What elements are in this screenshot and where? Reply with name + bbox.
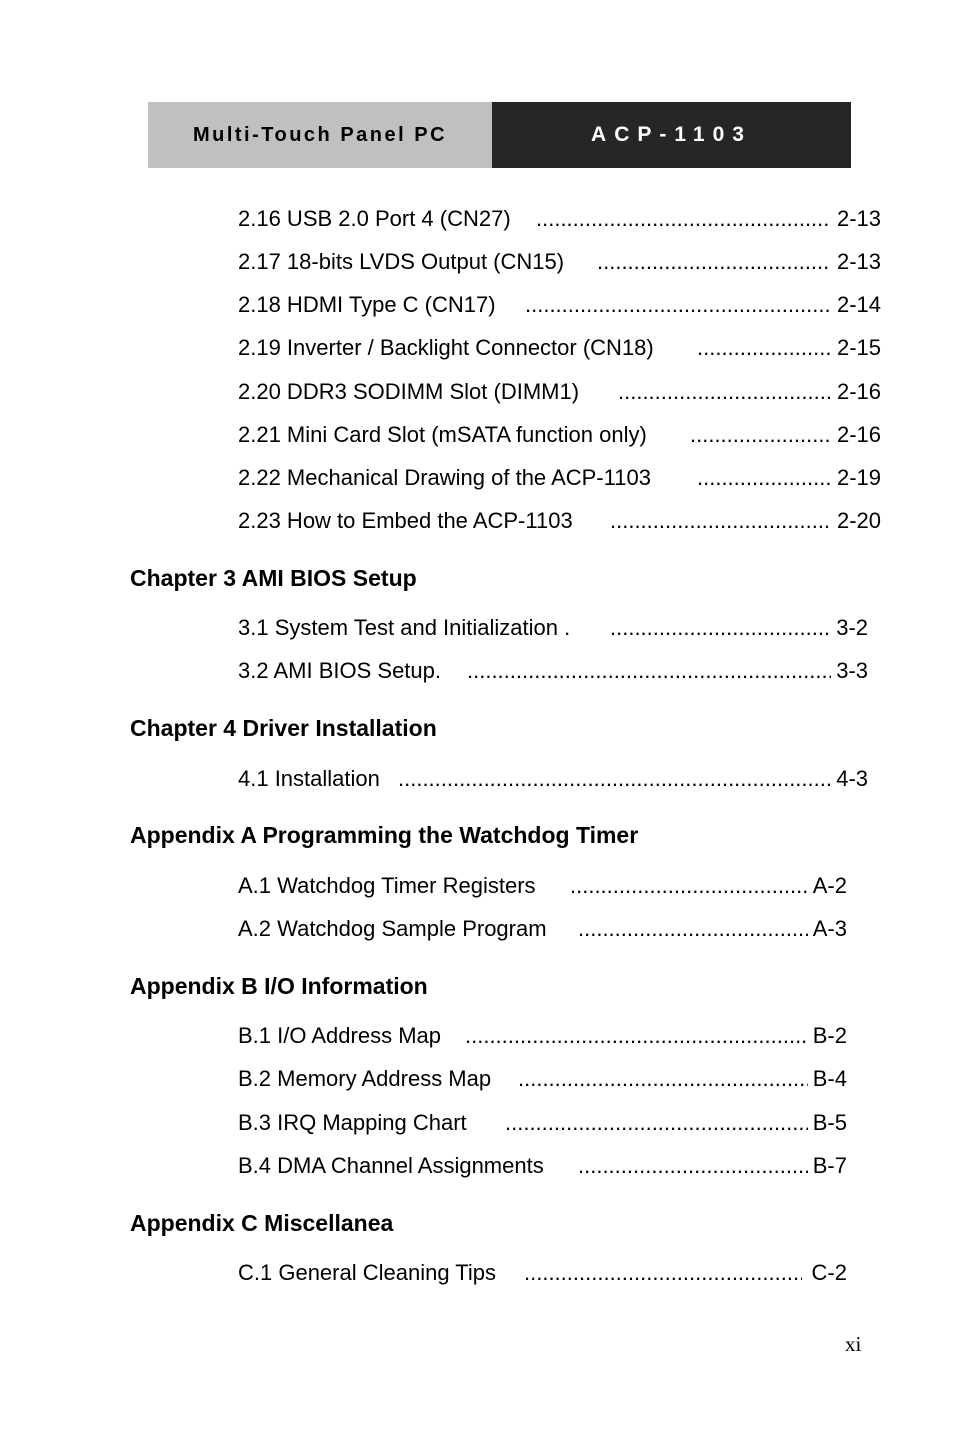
toc-leader-dots: [597, 249, 830, 275]
toc-entry-page: 2-14: [836, 292, 881, 317]
page-header: [148, 102, 851, 168]
toc-leader-dots: [518, 1066, 808, 1092]
appendix-heading: Appendix C Miscellanea: [130, 1210, 394, 1236]
toc-entry-title: 2.16 USB 2.0 Port 4 (CN27): [238, 206, 511, 231]
toc-entry-page: B-5: [812, 1110, 847, 1135]
toc-entry-title: 3.1 System Test and Initialization .: [238, 615, 571, 640]
toc-entry-page: 2-16: [836, 379, 881, 404]
toc-entry-title: A.2 Watchdog Sample Program: [238, 916, 547, 941]
toc-entry-page: C-2: [811, 1260, 847, 1285]
page-number: xi: [845, 1332, 862, 1356]
toc-leader-dots: [690, 422, 830, 448]
appendix-heading: Appendix A Programming the Watchdog Timer: [130, 822, 639, 848]
toc-entry-page: A-3: [812, 916, 847, 941]
toc-leader-dots: [467, 658, 831, 684]
toc-entry-page: B-7: [812, 1153, 847, 1178]
toc-entry-page: 2-20: [836, 508, 881, 533]
toc-entry-title: 2.18 HDMI Type C (CN17): [238, 292, 496, 317]
toc-entry-title: A.1 Watchdog Timer Registers: [238, 873, 536, 898]
toc-entry-title: 2.20 DDR3 SODIMM Slot (DIMM1): [238, 379, 580, 404]
appendix-heading: Appendix B I/O Information: [130, 973, 428, 999]
toc-entry-page: A-2: [812, 873, 847, 898]
header-product-line: Multi-Touch Panel PC: [148, 102, 492, 168]
toc-leader-dots: [610, 508, 830, 534]
toc-entry-page: 2-13: [836, 249, 881, 274]
toc-entry-title: 2.19 Inverter / Backlight Connector (CN18): [238, 335, 654, 360]
toc-entry-title: 2.22 Mechanical Drawing of the ACP-1103: [238, 465, 651, 490]
toc-leader-dots: [578, 916, 808, 942]
toc-entry-page: 4-3: [836, 766, 868, 791]
toc-entry-page: B-2: [812, 1023, 847, 1048]
toc-leader-dots: [465, 1023, 808, 1049]
toc-leader-dots: [505, 1110, 808, 1136]
toc-entry-page: 3-2: [836, 615, 868, 640]
toc-entry-title: B.2 Memory Address Map: [238, 1066, 492, 1091]
toc-entry-page: 2-16: [836, 422, 881, 447]
toc-entry-page: B-4: [812, 1066, 847, 1091]
toc-leader-dots: [536, 206, 830, 232]
toc-entry-page: 2-13: [836, 206, 881, 231]
toc-leader-dots: [398, 766, 831, 792]
toc-entry-title: B.1 I/O Address Map: [238, 1023, 441, 1048]
toc-leader-dots: [570, 873, 808, 899]
toc-entry-page: 2-19: [836, 465, 881, 490]
toc-entry-title: 2.21 Mini Card Slot (mSATA function only): [238, 422, 647, 447]
toc-entry-title: B.3 IRQ Mapping Chart: [238, 1110, 467, 1135]
toc-entry-page: 3-3: [836, 658, 868, 683]
toc-leader-dots: [525, 292, 830, 318]
toc-entry-page: 2-15: [836, 335, 881, 360]
toc-leader-dots: [578, 1153, 808, 1179]
toc-entry-title: 4.1 Installation: [238, 766, 380, 791]
chapter-heading: Chapter 3 AMI BIOS Setup: [130, 565, 417, 591]
toc-leader-dots: [618, 379, 830, 405]
toc-entry-title: B.4 DMA Channel Assignments: [238, 1153, 544, 1178]
toc-leader-dots: [697, 465, 830, 491]
toc-entry-title: 2.17 18-bits LVDS Output (CN15): [238, 249, 565, 274]
chapter-heading: Chapter 4 Driver Installation: [130, 715, 437, 741]
toc-entry-title: 2.23 How to Embed the ACP-1103: [238, 508, 573, 533]
header-model: ACP-1103: [492, 102, 851, 168]
toc-leader-dots: [610, 615, 831, 641]
toc-leader-dots: [524, 1260, 802, 1286]
toc-entry-title: 3.2 AMI BIOS Setup.: [238, 658, 441, 683]
toc-leader-dots: [697, 335, 830, 361]
toc-entry-title: C.1 General Cleaning Tips: [238, 1260, 497, 1285]
